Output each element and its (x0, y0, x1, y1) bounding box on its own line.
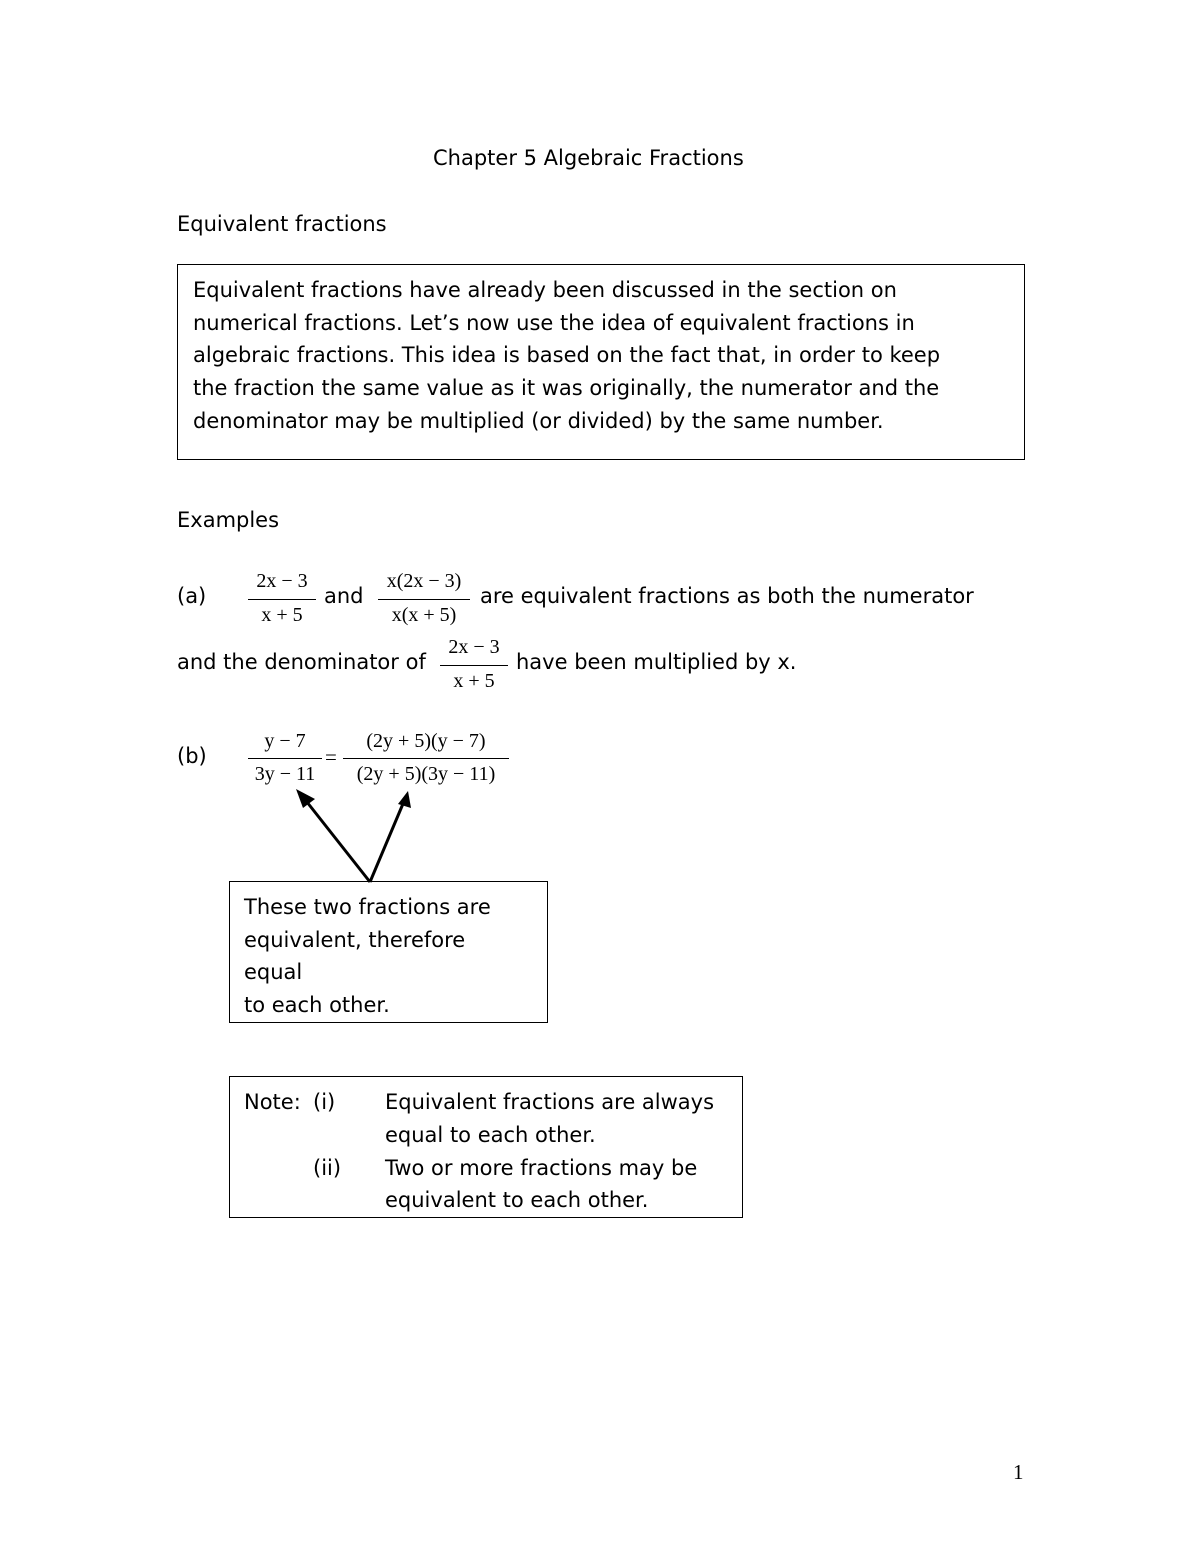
note-item-line: Two or more fractions may be (385, 1156, 698, 1180)
section-heading: Equivalent fractions (177, 212, 387, 236)
intro-line: numerical fractions. Let’s now use the idea of equivalent fractions in (193, 311, 915, 335)
example-a-label: (a) (177, 584, 207, 608)
page-number: 1 (1013, 1460, 1024, 1484)
callout-box (229, 881, 548, 1023)
fraction-denominator: 3y − 11 (254, 763, 316, 785)
fraction-numerator: (2y + 5)(y − 7) (366, 730, 486, 752)
example-a-line2-before: and the denominator of (177, 650, 426, 674)
arrow-line-right (370, 799, 405, 882)
callout-line: These two fractions are (244, 895, 491, 919)
example-a-text: are equivalent fractions as both the numerator (480, 584, 974, 608)
chapter-title: Chapter 5 Algebraic Fractions (433, 146, 744, 170)
intro-line: Equivalent fractions have already been discussed in the section on (193, 278, 897, 302)
intro-line: denominator may be multiplied (or divided) by the same number. (193, 409, 884, 433)
note-marker-ii: (ii) (313, 1156, 342, 1180)
note-item-line: equal to each other. (385, 1123, 596, 1147)
arrow-head-left (296, 789, 315, 808)
fraction-denominator: x + 5 (261, 604, 303, 626)
callout-line: to each other. (244, 993, 390, 1017)
fraction-numerator: y − 7 (264, 730, 306, 752)
fraction-denominator: x(x + 5) (391, 604, 457, 626)
intro-line: the fraction the same value as it was originally, the numerator and the (193, 376, 940, 400)
callout-line: equal (244, 960, 303, 984)
example-b-label: (b) (177, 744, 207, 768)
fraction-denominator: x + 5 (453, 670, 495, 692)
note-label: Note: (244, 1090, 301, 1114)
fraction-numerator: 2x − 3 (448, 636, 500, 658)
equals-sign: = (325, 745, 337, 769)
arrow-head-right (398, 791, 411, 808)
note-item-line: equivalent to each other. (385, 1188, 649, 1212)
example-a-line2-after: have been multiplied by x. (516, 650, 797, 674)
note-item-line: Equivalent fractions are always (385, 1090, 715, 1114)
note-marker-i: (i) (313, 1090, 336, 1114)
fraction-denominator: (2y + 5)(3y − 11) (356, 763, 496, 785)
fraction-numerator: 2x − 3 (256, 570, 308, 592)
examples-heading: Examples (177, 508, 280, 532)
intro-line: algebraic fractions. This idea is based on the fact that, in order to keep (193, 343, 941, 367)
callout-line: equivalent, therefore (244, 928, 466, 952)
arrow-line-left (303, 797, 370, 882)
and-word: and (324, 584, 364, 608)
note-box (229, 1076, 743, 1218)
fraction-numerator: x(2x − 3) (386, 570, 462, 592)
